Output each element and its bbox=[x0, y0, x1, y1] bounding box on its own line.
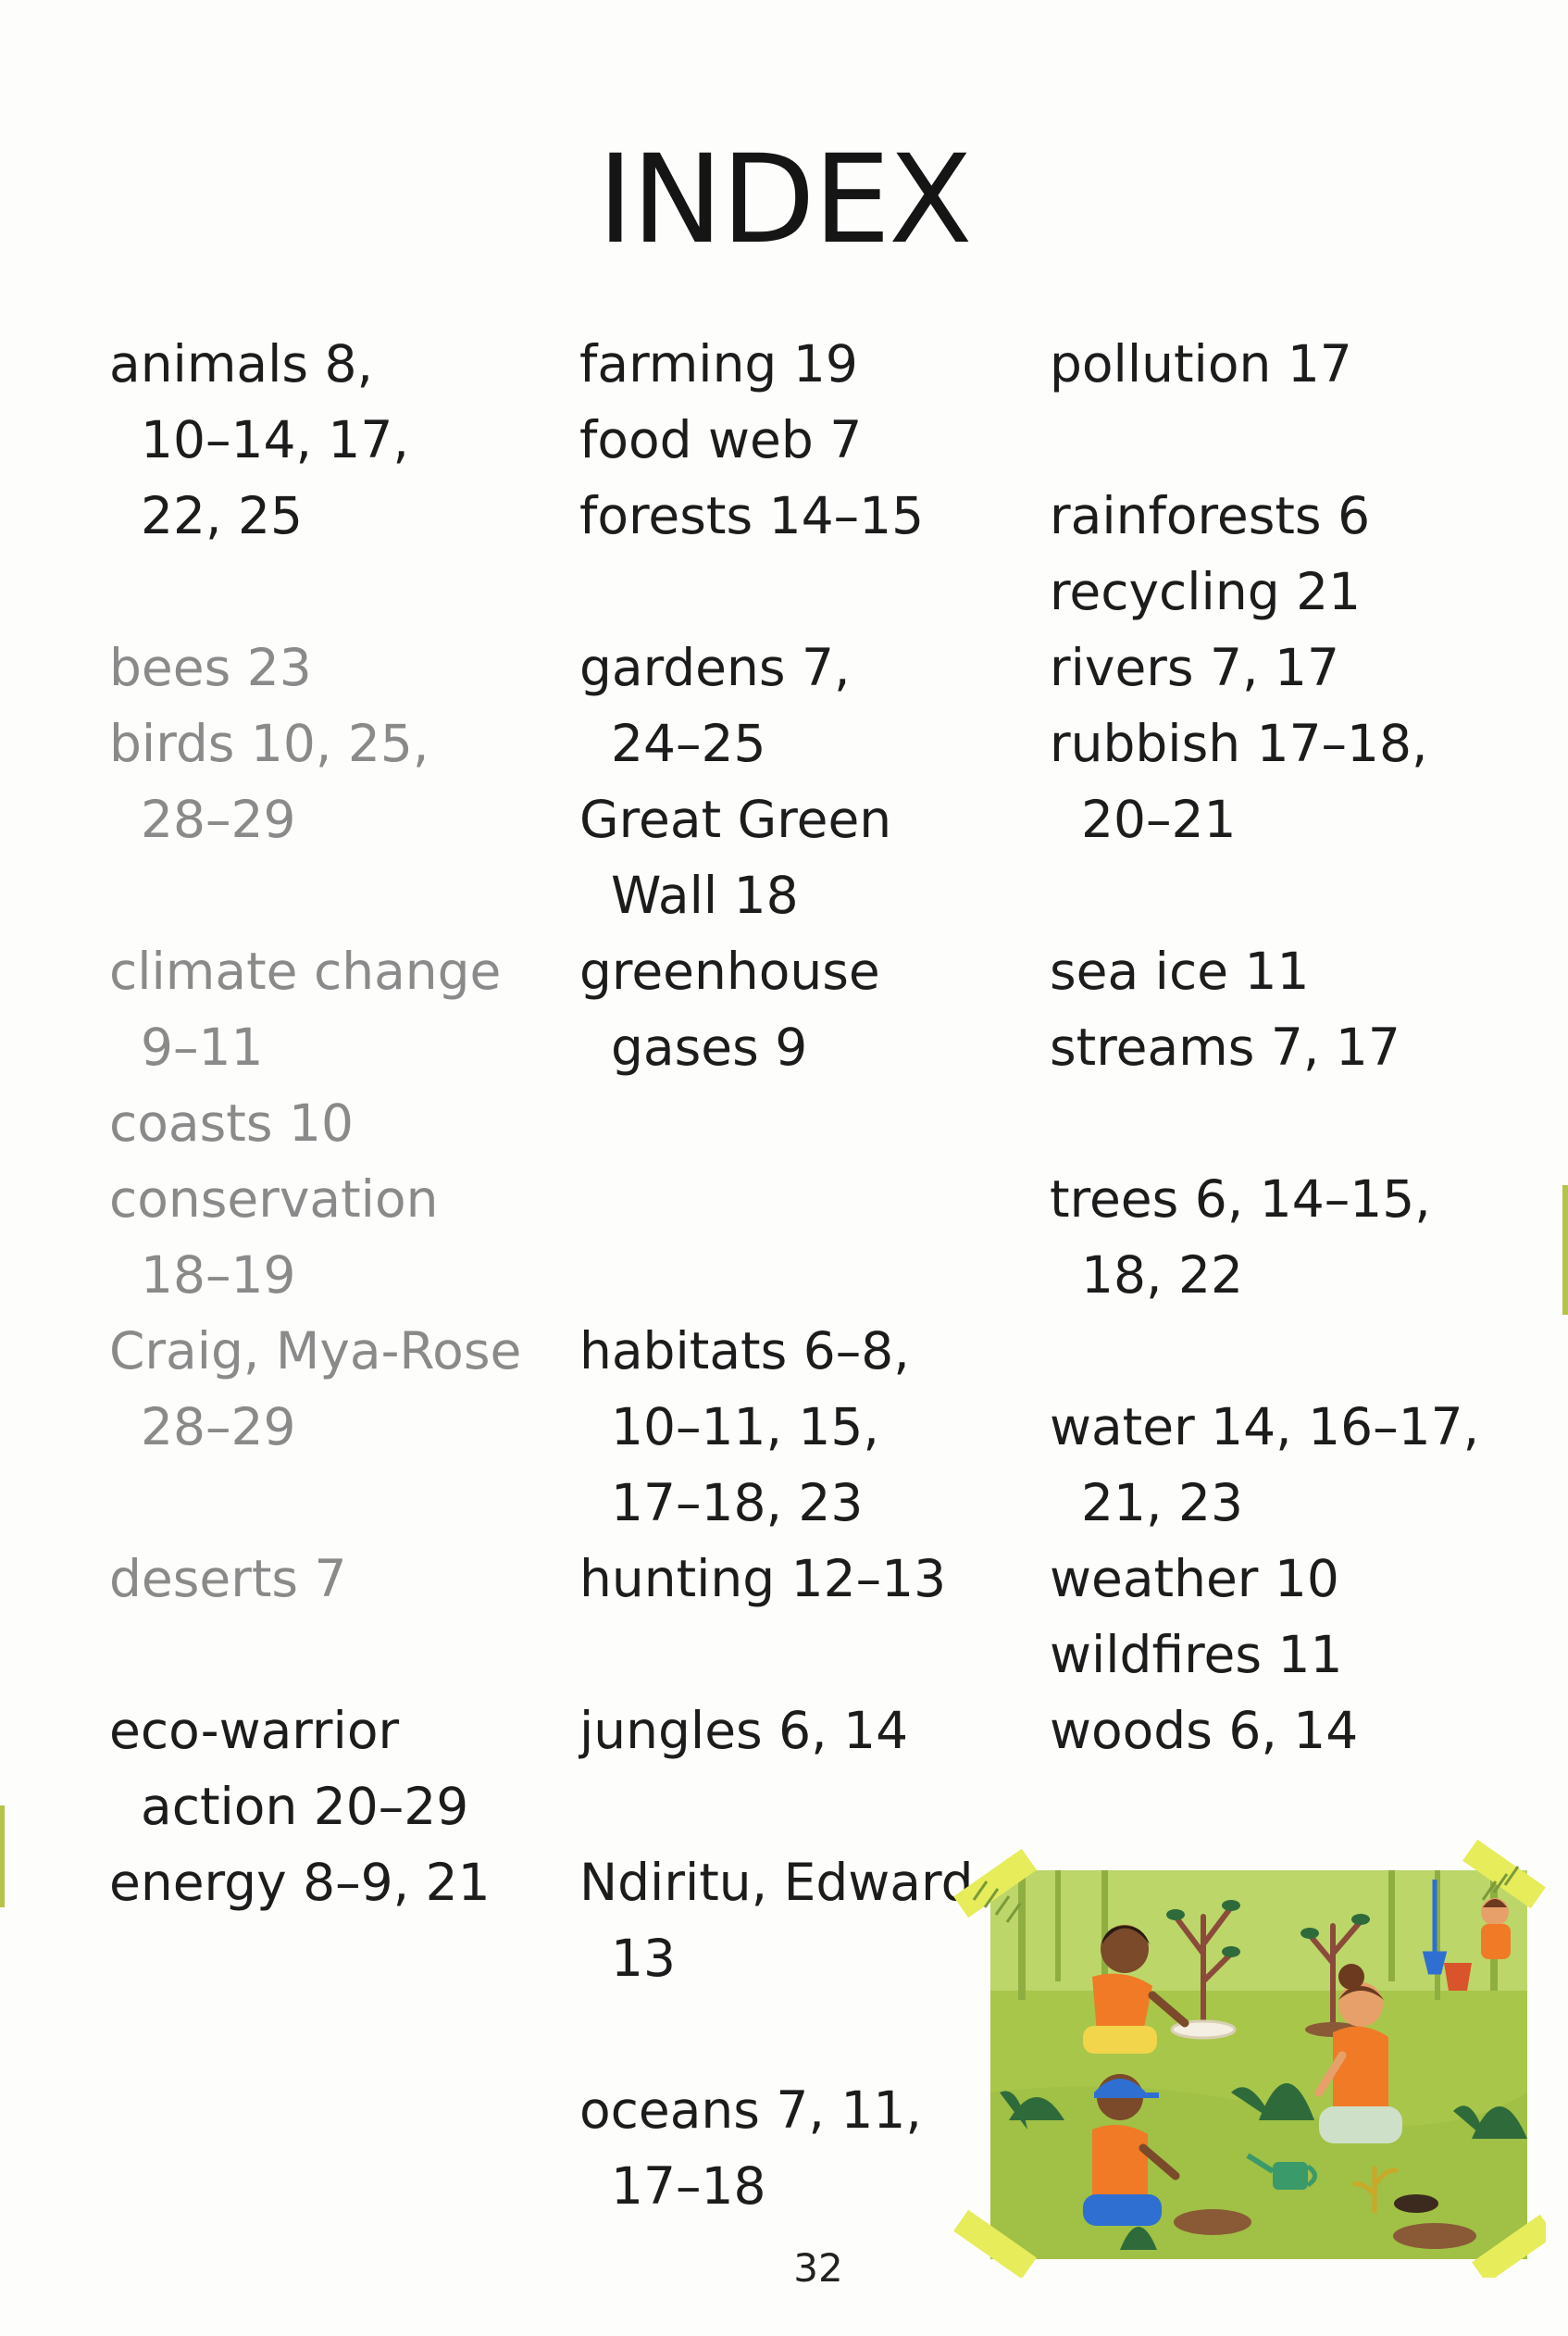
tree-planting-illustration bbox=[953, 1815, 1546, 2278]
index-term: woods 6, 14 bbox=[1050, 1701, 1359, 1760]
index-entry bbox=[1050, 706, 1531, 857]
index-term: sea ice 11 bbox=[1050, 942, 1310, 1001]
index-continuation: gases 9 bbox=[611, 1018, 808, 1077]
index-continuation: 18–19 bbox=[141, 1245, 296, 1305]
index-continuation: 17–18, 23 bbox=[611, 1473, 864, 1532]
index-entry bbox=[109, 933, 591, 1085]
index-column-3 bbox=[1050, 326, 1531, 1768]
index-entry bbox=[1050, 1693, 1531, 1768]
index-term: rivers 7, 17 bbox=[1050, 638, 1339, 697]
index-term: weather 10 bbox=[1050, 1549, 1339, 1608]
index-term: forests 14–15 bbox=[579, 486, 925, 545]
index-term: jungles 6, 14 bbox=[579, 1701, 909, 1760]
index-entry bbox=[579, 781, 1061, 933]
index-entry bbox=[1050, 554, 1531, 630]
index-entry bbox=[579, 326, 1061, 402]
index-term: Ndiritu, Edward bbox=[579, 1853, 974, 1912]
index-entry bbox=[1050, 1009, 1531, 1085]
index-term: streams 7, 17 bbox=[1050, 1018, 1400, 1077]
index-continuation: 22, 25 bbox=[141, 486, 303, 545]
index-term: farming 19 bbox=[579, 334, 858, 393]
index-entry bbox=[1050, 1161, 1531, 1313]
index-term: gardens 7, bbox=[579, 638, 851, 697]
index-term: Craig, Mya-Rose bbox=[109, 1321, 522, 1380]
index-term: eco-warrior bbox=[109, 1701, 400, 1760]
index-term: oceans 7, 11, bbox=[579, 2080, 922, 2140]
index-term: rubbish 17–18, bbox=[1050, 714, 1428, 773]
page-edge-mark bbox=[0, 1805, 5, 1907]
index-continuation: 13 bbox=[611, 1929, 676, 1988]
index-entry bbox=[109, 1541, 591, 1617]
index-entry bbox=[109, 1161, 591, 1313]
index-continuation: 20–21 bbox=[1081, 790, 1237, 849]
page-title: INDEX bbox=[597, 129, 971, 271]
index-term: bees 23 bbox=[109, 638, 312, 697]
index-entry bbox=[579, 478, 1061, 554]
index-entry bbox=[1050, 630, 1531, 706]
index-term: pollution 17 bbox=[1050, 334, 1352, 393]
index-entry bbox=[579, 630, 1061, 781]
index-entry bbox=[109, 1313, 591, 1465]
index-entry bbox=[109, 1693, 591, 1844]
index-continuation: 10–14, 17, bbox=[141, 410, 409, 469]
index-entry bbox=[579, 1541, 1061, 1617]
index-term: birds 10, 25, bbox=[109, 714, 429, 773]
page-edge-mark bbox=[1562, 1185, 1568, 1315]
index-term: hunting 12–13 bbox=[579, 1549, 947, 1608]
index-term: habitats 6–8, bbox=[579, 1321, 910, 1380]
index-continuation: 10–11, 15, bbox=[611, 1397, 879, 1456]
index-term: trees 6, 14–15, bbox=[1050, 1169, 1431, 1229]
index-entry bbox=[1050, 478, 1531, 554]
index-continuation: Wall 18 bbox=[611, 866, 799, 925]
index-entry bbox=[1050, 1541, 1531, 1617]
index-continuation: 18, 22 bbox=[1081, 1245, 1243, 1305]
index-entry bbox=[109, 1085, 591, 1161]
index-term: energy 8–9, 21 bbox=[109, 1853, 491, 1912]
index-entry bbox=[109, 1844, 591, 1920]
index-entry bbox=[109, 326, 591, 554]
index-entry bbox=[1050, 326, 1531, 402]
index-term: Great Green bbox=[579, 790, 892, 849]
index-entry bbox=[1050, 933, 1531, 1009]
index-term: food web 7 bbox=[579, 410, 863, 469]
index-term: deserts 7 bbox=[109, 1549, 347, 1608]
index-entry bbox=[1050, 1617, 1531, 1693]
index-continuation: 21, 23 bbox=[1081, 1473, 1243, 1532]
index-entry bbox=[109, 706, 591, 857]
index-entry bbox=[579, 1313, 1061, 1541]
page-number: 32 bbox=[793, 2245, 843, 2291]
plant-pot-icon bbox=[1444, 1963, 1472, 1991]
index-term: coasts 10 bbox=[109, 1093, 354, 1153]
index-continuation: 9–11 bbox=[141, 1018, 264, 1077]
index-column-1 bbox=[109, 326, 591, 1920]
index-continuation: action 20–29 bbox=[141, 1777, 469, 1836]
index-entry bbox=[1050, 1389, 1531, 1541]
index-entry bbox=[579, 933, 1061, 1085]
index-continuation: 24–25 bbox=[611, 714, 766, 773]
index-term: greenhouse bbox=[579, 942, 880, 1001]
index-term: conservation bbox=[109, 1169, 439, 1229]
index-term: rainforests 6 bbox=[1050, 486, 1371, 545]
index-term: water 14, 16–17, bbox=[1050, 1397, 1480, 1456]
index-continuation: 17–18 bbox=[611, 2156, 766, 2216]
index-entry bbox=[579, 402, 1061, 478]
index-term: wildfires 11 bbox=[1050, 1625, 1343, 1684]
index-term: recycling 21 bbox=[1050, 562, 1362, 621]
index-entry bbox=[109, 630, 591, 706]
index-term: animals 8, bbox=[109, 334, 374, 393]
index-term: climate change bbox=[109, 942, 502, 1001]
person-icon bbox=[1481, 1898, 1511, 1959]
index-entry bbox=[579, 1693, 1061, 1768]
index-continuation: 28–29 bbox=[141, 1397, 296, 1456]
index-continuation: 28–29 bbox=[141, 790, 296, 849]
